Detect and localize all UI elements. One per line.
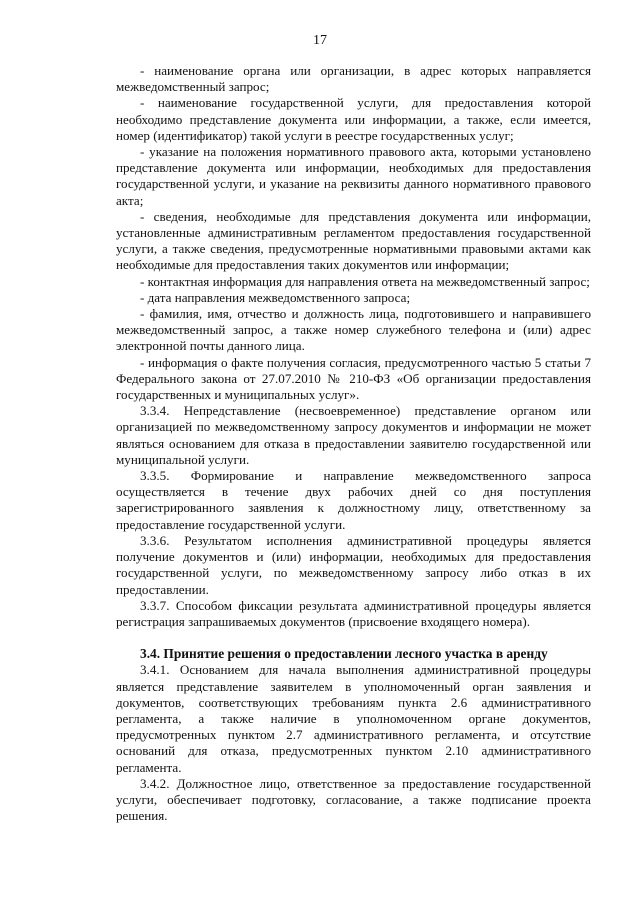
paragraph-3-3-7: 3.3.7. Способом фиксации результата административной процедуры является регистрация запрашиваемых документов (присвоение входящего номера). (116, 597, 591, 629)
paragraph-contact-info: - контактная информация для направления ответа на межведомственный запрос; (140, 273, 590, 289)
paragraph-responsible-person: - фамилия, имя, отчество и должность лица, подготовившего и направившего межведомственный запрос, а также номер служебного телефона и (или) адрес электронной почты данного лица. (116, 306, 591, 354)
paragraph-required-info: - сведения, необходимые для представления документа или информации, установленные административным регламентом предоставления государственной услуги, а также сведения, предусмотренные нормативными правовыми актами как необходимые для предоставления таких документов или информации; (116, 208, 591, 273)
paragraph-3-3-4: 3.3.4. Непредставление (несвоевременное) представление органом или организацией по межведомственному запросу документов и информации не может являться основанием для отказа в предоставлении заявителю государственной или муниципальной услуги. (116, 403, 591, 467)
paragraph-service-name: - наименование государственной услуги, для предоставления которой необходимо представление документа или информации, а также, если имеется, номер (идентификатор) такой услуги в реестре государственных услуг; (116, 95, 591, 143)
paragraph-3-4-1: 3.4.1. Основанием для начала выполнения административной процедуры является представление заявителем в уполномоченный орган заявления и документов, соответствующих требованиям пункта 2.6 административного регламента, а также наличие в уполномоченном органе документов, предусмотренных пунктом 2.7 административного регламента, и отсутствие оснований для отказа, предусмотренных пунктом 2.10 административного регламента. (116, 662, 591, 775)
paragraph-addressee: - наименование органа или организации, в адрес которых направляется межведомственный запрос; (116, 63, 591, 95)
paragraph-request-date: - дата направления межведомственного запроса; (140, 289, 411, 305)
section-heading-3-4: 3.4. Принятие решения о предоставлении лесного участка в аренду (140, 646, 548, 662)
paragraph-3-3-5: 3.3.5. Формирование и направление межведомственного запроса осуществляется в течение двух рабочих дней со дня поступления зарегистрированного заявления к должностному лицу, ответственному за предоставление государственной услуги. (116, 468, 591, 532)
document-body (116, 63, 591, 824)
paragraph-legal-act: - указание на положения нормативного правового акта, которыми установлено представление документа или информации, необходимых для предоставления государственной услуги, и указание на реквизиты данного нормативного правового акта; (116, 144, 591, 208)
paragraph-consent-info: - информация о факте получения согласия, предусмотренного частью 5 статьи 7 Федерального закона от 27.07.2010 № 210-ФЗ «Об организации предоставления государственных и муниципальных услуг». (116, 354, 591, 403)
paragraph-3-3-6: 3.3.6. Результатом исполнения административной процедуры является получение документов и (или) информации, необходимых для предоставления государственной услуги, по межведомственному запросу либо отказ в их предоставлении. (116, 532, 591, 597)
page-number: 17 (313, 33, 327, 48)
paragraph-3-4-2: 3.4.2. Должностное лицо, ответственное за предоставление государственной услуги, обеспечивает подготовку, согласование, а также подписание проекта решения. (116, 775, 591, 824)
